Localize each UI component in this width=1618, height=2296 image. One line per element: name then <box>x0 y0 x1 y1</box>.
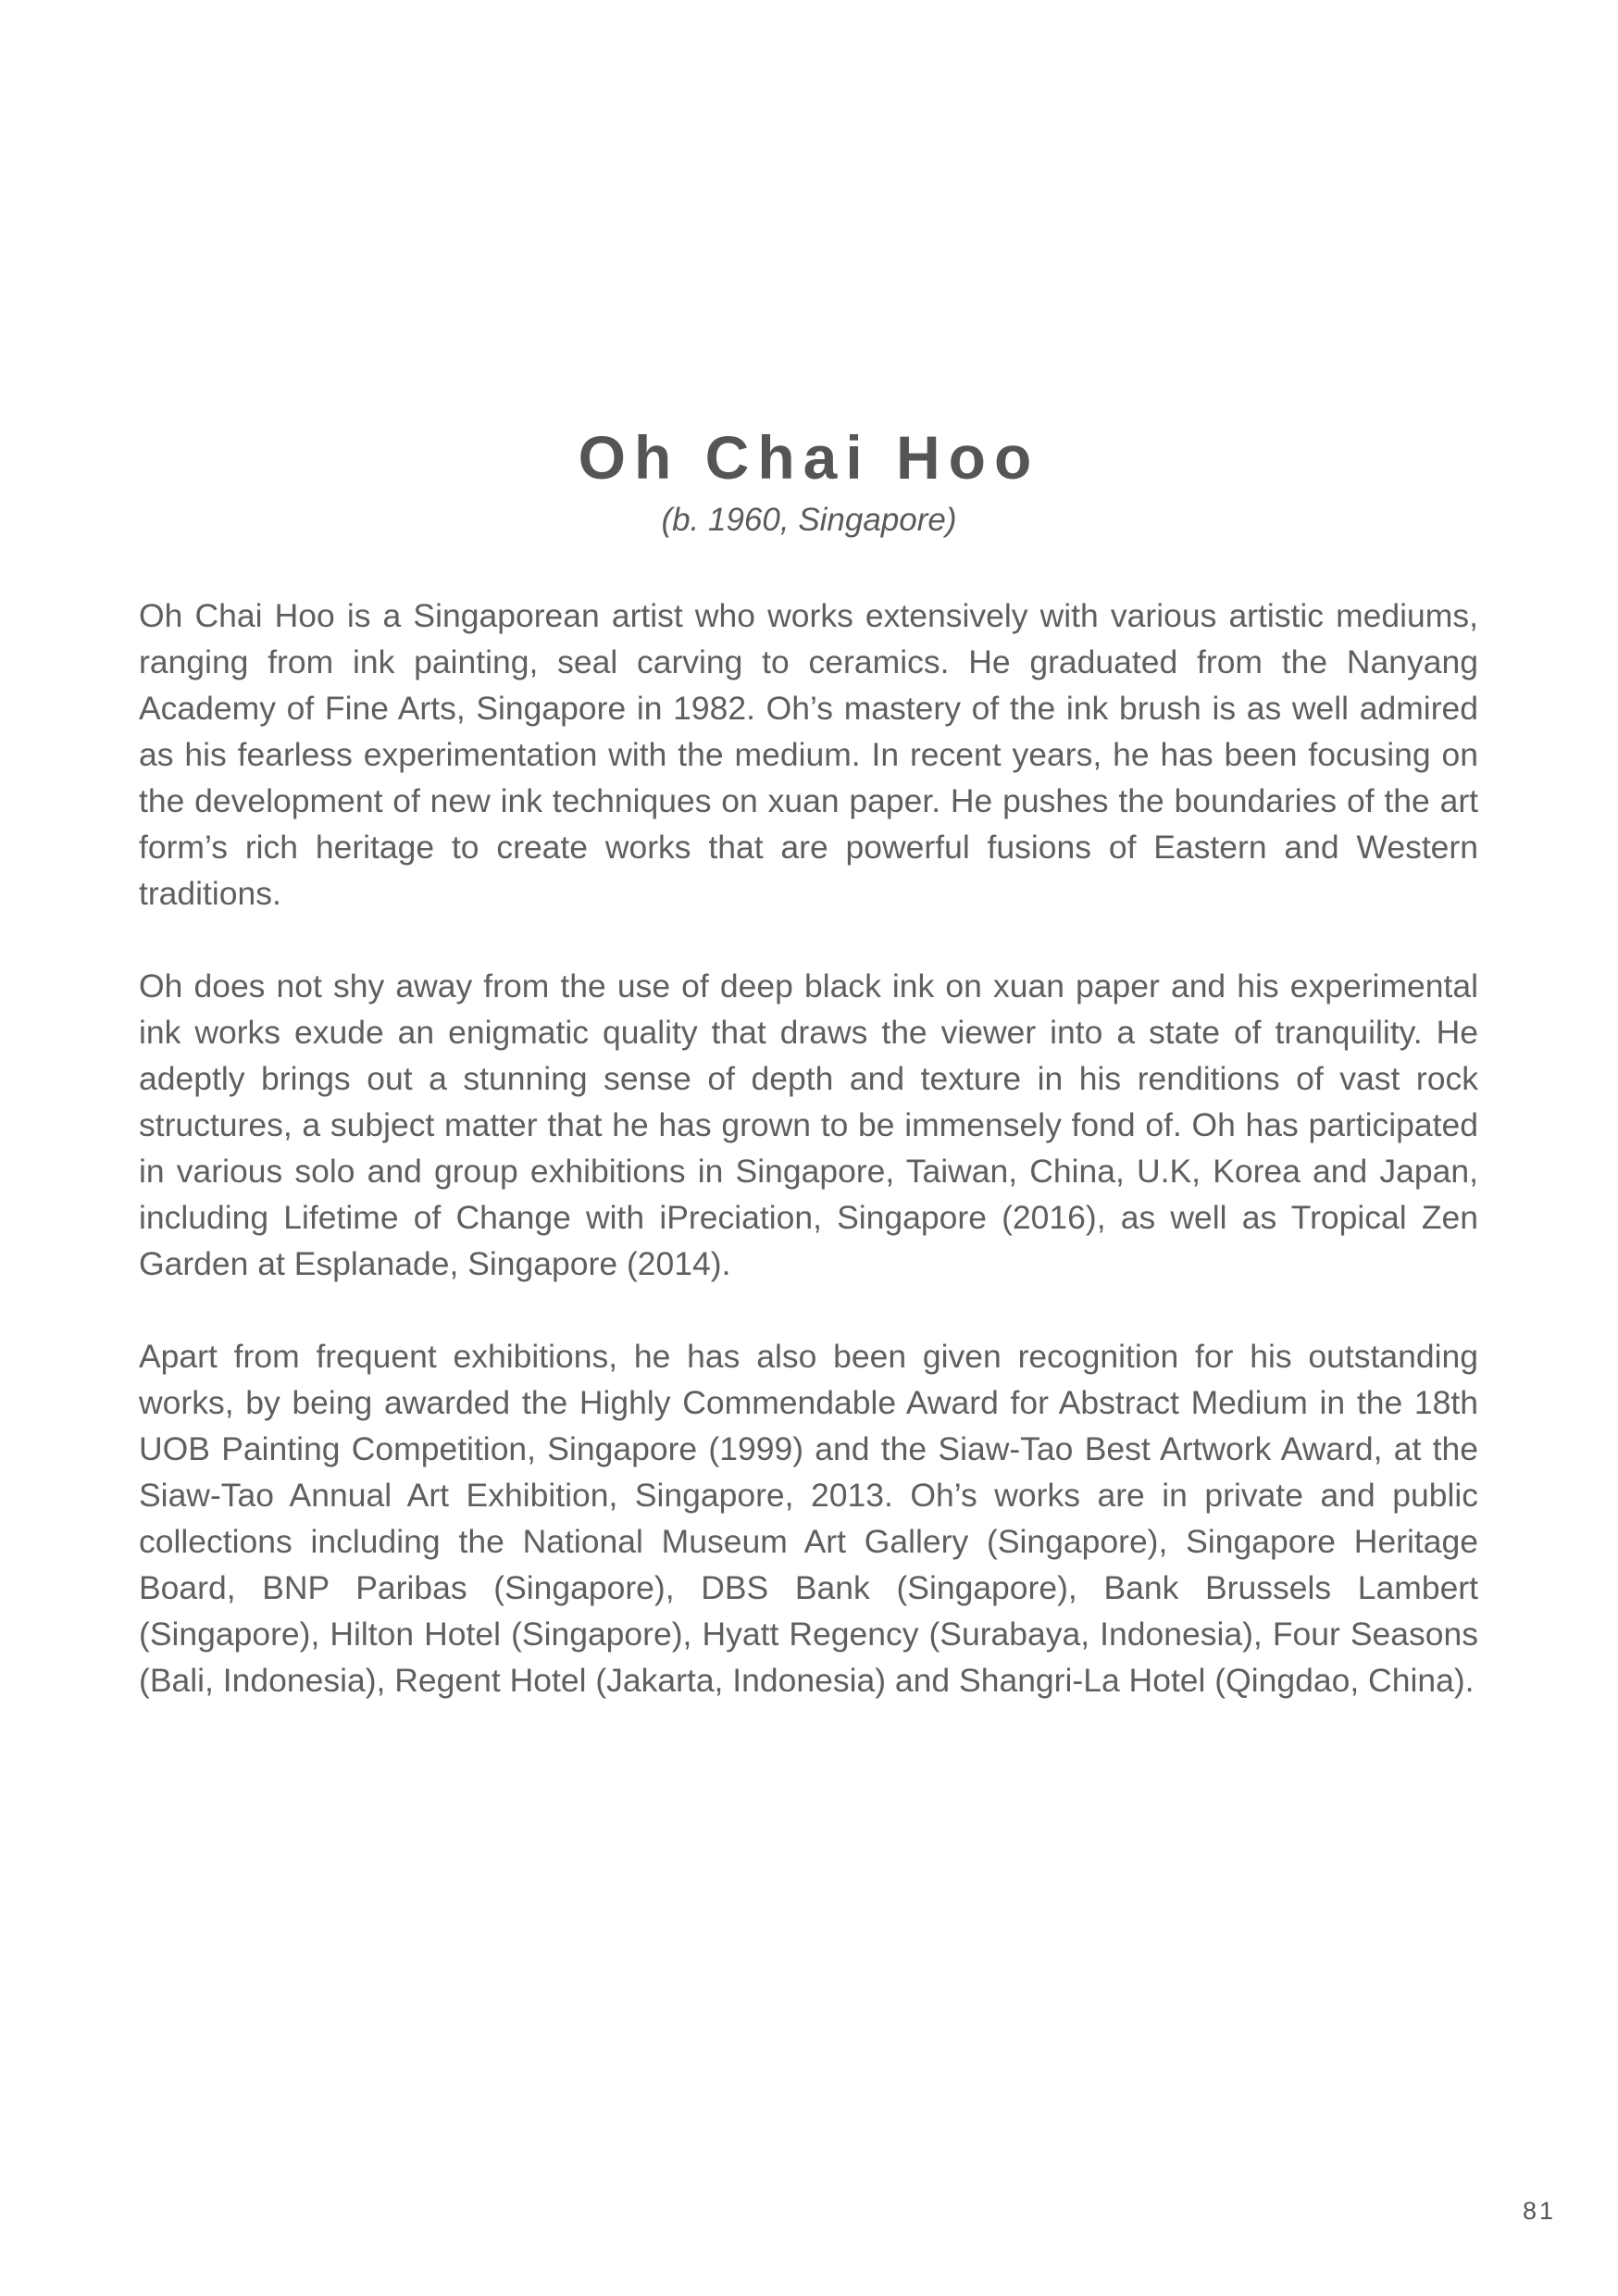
page-title: Oh Chai Hoo <box>578 423 1040 492</box>
biography-body <box>139 593 1478 1750</box>
biography-paragraph-2: Oh does not shy away from the use of deep black ink on xuan paper and his experimental ink works exude an enigmatic quality that draws the viewer into a state of tranquility. He adeptly brings out a stunning sense of depth and texture in his renditions of vast rock structures, a subject matter that he has grown to be immensely fond of. Oh has participated in various solo and group exhibitions in Singapore, Taiwan, China, U.K, Korea and Japan, including Lifetime of Change with iPreciation, Singapore (2016), as well as Tropical Zen Garden at Esplanade, Singapore (2014). <box>139 967 1478 1282</box>
page-subtitle: (b. 1960, Singapore) <box>661 502 957 538</box>
page-number: 81 <box>1522 2197 1556 2225</box>
biography-paragraph-3: Apart from frequent exhibitions, he has also been given recognition for his outstanding works, by being awarded the Highly Commendable Award for Abstract Medium in the 18th UOB Painting Competition, Singapore (1999) and the Siaw-Tao Best Artwork Award, at the Siaw-Tao Annual Art Exhibition, Singapore, 2013. Oh’s works are in private and public collections including the National Museum Art Gallery (Singapore), Singapore Heritage Board, BNP Paribas (Singapore), DBS Bank (Singapore), Bank Brussels Lambert (Singapore), Hilton Hotel (Singapore), Hyatt Regency (Surabaya, Indonesia), Four Seasons (Bali, Indonesia), Regent Hotel (Jakarta, Indonesia) and Shangri-La Hotel (Qingdao, China). <box>139 1338 1478 1699</box>
biography-paragraph-1: Oh Chai Hoo is a Singaporean artist who works extensively with various artistic mediums, ranging from ink painting, seal carving to ceramics. He graduated from the Nanyang Academy of Fine Arts, Singapore in 1982. Oh’s mastery of the ink brush is as well admired as his fearless experimentation with the medium. In recent years, he has been focusing on the development of new ink techniques on xuan paper. He pushes the boundaries of the art form’s rich heritage to create works that are powerful fusions of Eastern and Western traditions. <box>139 597 1478 912</box>
